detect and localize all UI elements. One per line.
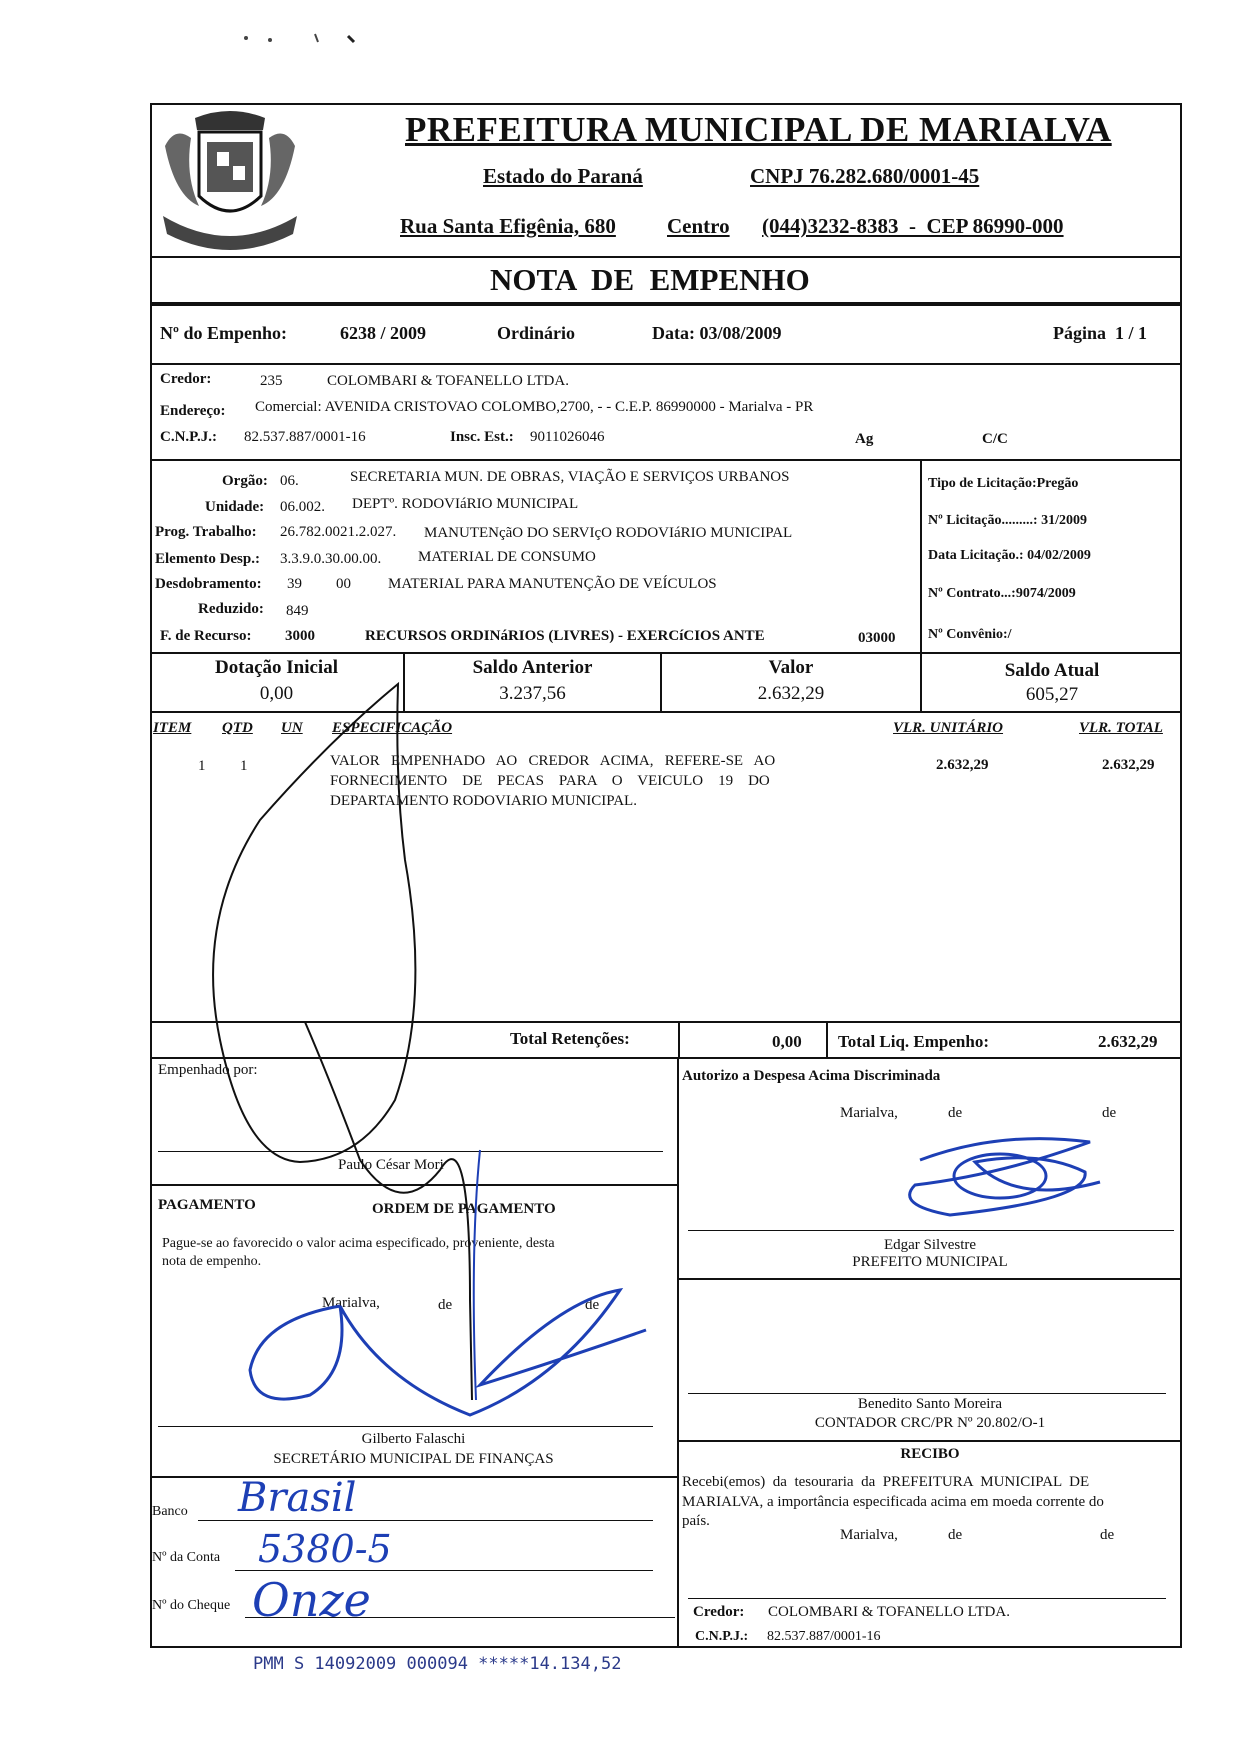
header-cnpj: CNPJ 76.282.680/0001-45 [750, 164, 980, 188]
conta-handwritten: 5380-5 [258, 1527, 392, 1571]
ordem-pagamento-label: ORDEM DE PAGAMENTO [372, 1201, 556, 1217]
pagamento-label: PAGAMENTO [158, 1197, 256, 1213]
recibo-cnpj: 82.537.887/0001-16 [767, 1629, 881, 1644]
empenhado-signer: Paulo César Mori [338, 1157, 444, 1173]
recibo-credor: COLOMBARI & TOFANELLO LTDA. [768, 1604, 1010, 1620]
recurso-num: 03000 [858, 630, 896, 646]
licitacao-convenio: Nº Convênio:/ [928, 627, 1012, 642]
empenho-type: Ordinário [497, 323, 576, 343]
recibo-text2: MARIALVA, a importância especificada acima em moeda corrente do [682, 1494, 1104, 1510]
autorizo-de1: de [948, 1105, 963, 1121]
credor-name: COLOMBARI & TOFANELLO LTDA. [327, 373, 569, 389]
col-espec: ESPECIFICAÇÃO [332, 720, 453, 736]
bank-stamp: PMM S 14092009 000094 *****14.134,52 [253, 1654, 622, 1674]
recibo-de2: de [1100, 1527, 1115, 1543]
cnpj-label: C.N.P.J.: [160, 429, 217, 445]
autorizo-place: Marialva, [840, 1105, 898, 1121]
dotacao-label: Dotação Inicial [215, 657, 338, 678]
banco-label: Banco [152, 1504, 188, 1519]
recurso-label: F. de Recurso: [160, 628, 252, 644]
item-qtd: 1 [240, 758, 248, 774]
pagamento-role: SECRETÁRIO MUNICIPAL DE FINANÇAS [273, 1451, 554, 1467]
header-state: Estado do Paraná [483, 164, 643, 188]
empenhado-label: Empenhado por: [158, 1062, 258, 1078]
col-item: ITEM [153, 720, 192, 736]
valor-value: 2.632,29 [757, 683, 825, 704]
orgao-label: Orgão: [222, 473, 268, 489]
saldo-atual-label: Saldo Atual [1004, 660, 1100, 681]
retencoes-value: 0,00 [772, 1032, 802, 1051]
col-un: UN [281, 720, 303, 736]
item-desc-line1: VALOR EMPENHADO AO CREDOR ACIMA, REFERE-SE AO [330, 753, 776, 769]
licitacao-numero: Nº Licitação.........: 31/2009 [928, 513, 1087, 528]
recibo-credor-label: Credor: [693, 1604, 745, 1620]
credor-insc: 9011026046 [530, 429, 605, 445]
empenho-page: Página 1 / 1 [1053, 323, 1148, 343]
item-vlr-total: 2.632,29 [1102, 757, 1155, 773]
recibo-de1: de [948, 1527, 963, 1543]
item-desc-line2: FORNECIMENTO DE PECAS PARA O VEICULO 19 DO [330, 773, 770, 789]
recibo-label: RECIBO [900, 1446, 960, 1462]
col-vlr-unit: VLR. UNITÁRIO [893, 720, 1004, 736]
recurso-code: 3000 [285, 628, 315, 644]
recurso-name: RECURSOS ORDINáRIOS (LIVRES) - EXERCíCIOS ANTE [365, 628, 765, 644]
header-street: Rua Santa Efigênia, 680 [400, 214, 616, 238]
saldo-anterior-label: Saldo Anterior [472, 657, 593, 678]
unidade-name: DEPTº. RODOVIáRIO MUNICIPAL [352, 496, 579, 512]
header-phone-cep: (044)3232-8383 - CEP 86990-000 [762, 214, 1064, 238]
prog-code: 26.782.0021.2.027. [280, 524, 397, 540]
dotacao-value: 0,00 [259, 683, 294, 704]
doc-title: NOTA DE EMPENHO [490, 262, 810, 297]
banco-handwritten: Brasil [238, 1475, 357, 1521]
pagamento-place: Marialva, [322, 1295, 380, 1311]
orgao-name: SECRETARIA MUN. DE OBRAS, VIAÇÃO E SERVIÇOS URBANOS [350, 469, 790, 485]
svg-text:MARIALVA: MARIALVA [202, 222, 258, 235]
elemento-code: 3.3.9.0.30.00.00. [280, 551, 382, 567]
item-number: 1 [198, 758, 206, 774]
desdobramento-name: MATERIAL PARA MANUTENÇÃO DE VEÍCULOS [388, 576, 717, 592]
pagamento-text1: Pague-se ao favorecido o valor acima especificado, proveniente, desta [162, 1236, 555, 1251]
unidade-code: 06.002. [280, 499, 325, 515]
contador-signer: Benedito Santo Moreira [857, 1396, 1003, 1412]
recibo-text1: Recebi(emos) da tesouraria da PREFEITURA MUNICIPAL DE [682, 1474, 1090, 1490]
contador-role: CONTADOR CRC/PR Nº 20.802/O-1 [814, 1415, 1046, 1431]
cheque-label: Nº do Cheque [152, 1598, 231, 1613]
liq-label: Total Liq. Empenho: [838, 1032, 989, 1051]
credor-cc: C/C [982, 431, 1008, 447]
prog-name: MANUTENçãO DO SERVIçO RODOVIáRIO MUNICIPAL [424, 525, 793, 541]
header-district: Centro [667, 214, 730, 238]
recibo-cnpj-label: C.N.P.J.: [695, 1629, 749, 1644]
saldo-anterior-value: 3.237,56 [499, 683, 566, 704]
elemento-name: MATERIAL DE CONSUMO [418, 549, 596, 565]
credor-address: Comercial: AVENIDA CRISTOVAO COLOMBO,2700, - - C.E.P. 86990000 - Marialva - PR [255, 399, 814, 415]
autorizo-role: PREFEITO MUNICIPAL [852, 1254, 1008, 1270]
pagamento-signer: Gilberto Falaschi [361, 1431, 466, 1447]
reduzido-label: Reduzido: [198, 601, 264, 617]
desdobramento-code: 39 [287, 576, 302, 592]
insc-label: Insc. Est.: [450, 429, 514, 445]
item-desc-line3: DEPARTAMENTO RODOVIARIO MUNICIPAL. [330, 793, 637, 809]
pagamento-de1: de [438, 1297, 453, 1313]
unidade-label: Unidade: [205, 499, 265, 515]
conta-label: Nº da Conta [152, 1550, 221, 1565]
retencoes-label: Total Retenções: [510, 1029, 630, 1048]
empenho-label: Nº do Empenho: [160, 323, 287, 343]
liq-value: 2.632,29 [1098, 1032, 1158, 1051]
empenho-date: Data: 03/08/2009 [652, 323, 782, 343]
credor-label: Credor: [160, 371, 212, 387]
autorizo-de2: de [1102, 1105, 1117, 1121]
credor-ag: Ag [855, 431, 874, 447]
col-qtd: QTD [222, 720, 253, 736]
licitacao-data: Data Licitação.: 04/02/2009 [928, 548, 1091, 563]
autorizo-signer: Edgar Silvestre [883, 1237, 977, 1253]
col-vlr-total: VLR. TOTAL [1079, 720, 1163, 736]
reduzido-value: 849 [286, 603, 309, 619]
licitacao-tipo: Tipo de Licitação:Pregão [928, 476, 1079, 491]
desdobramento-sub: 00 [336, 576, 351, 592]
orgao-code: 06. [280, 473, 299, 489]
pagamento-text2: nota de empenho. [162, 1254, 262, 1269]
header-title: PREFEITURA MUNICIPAL DE MARIALVA [405, 110, 1112, 149]
address-label: Endereço: [160, 403, 226, 419]
cheque-handwritten: Onze [252, 1573, 371, 1627]
autorizo-label: Autorizo a Despesa Acima Discriminada [682, 1068, 941, 1084]
recibo-place: Marialva, [840, 1527, 898, 1543]
pagamento-de2: de [585, 1297, 600, 1313]
saldo-atual-value: 605,27 [1025, 684, 1079, 705]
valor-label: Valor [768, 657, 814, 678]
desdobramento-label: Desdobramento: [155, 576, 262, 592]
licitacao-contrato: Nº Contrato...:9074/2009 [928, 586, 1076, 601]
empenho-number: 6238 / 2009 [340, 323, 427, 343]
credor-cnpj: 82.537.887/0001-16 [244, 429, 366, 445]
recibo-text3: país. [682, 1513, 710, 1529]
item-vlr-unit: 2.632,29 [936, 757, 989, 773]
prog-label: Prog. Trabalho: [155, 524, 257, 540]
elemento-label: Elemento Desp.: [155, 551, 260, 567]
credor-code: 235 [260, 373, 283, 389]
